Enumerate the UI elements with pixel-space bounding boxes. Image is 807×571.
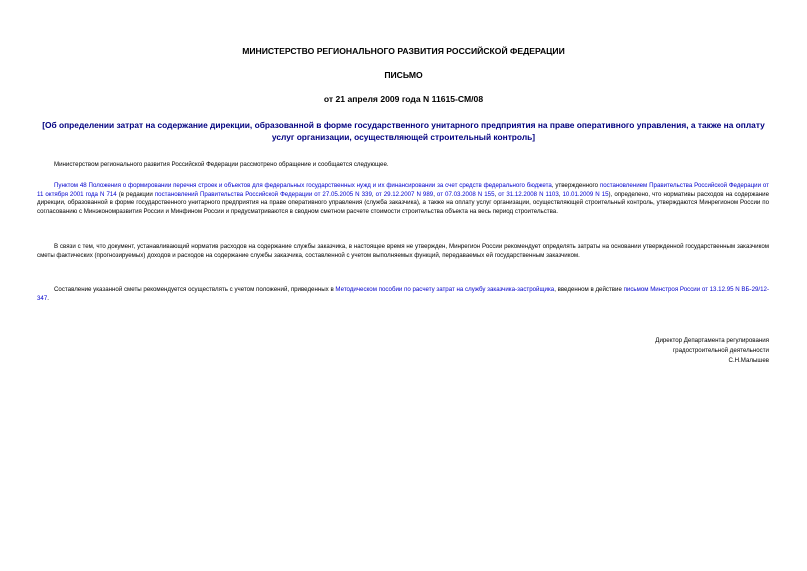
paragraph-4-text-2: , введенном в действие — [554, 286, 624, 293]
date-number-heading: от 21 апреля 2009 года N 11615-СМ/08 — [323, 94, 484, 104]
paragraph-2-text-7: ), определено, что нормативы расходов на содержание дирекции, образованной в форме государственного унитарного предприятия на праве оперативного управления (служба заказчика), а также на оплату услуг организации, осуществляющей строительный контроль, утверждаются Минрегионом России по согласованию с Минэкономразвития России и Минфином России и предусматриваются в сводном сметном расчете стоимости строительства объекта на весь период строительства. — [37, 190, 770, 215]
document-topic: [Об определении затрат на содержание дирекции, образованной в форме государственного унитарного предприятия на праве оперативного управления, а также на оплату услуг организации, осуществляющей строительный контроль] — [42, 120, 765, 142]
paragraph-4-text-3: . — [47, 294, 49, 302]
link-resolution-155[interactable]: от 07.03.2008 N 155 — [436, 190, 495, 198]
link-resolution-339[interactable]: постановлений Правительства Российской Федерации от 27.05.2005 N 339 — [154, 190, 372, 198]
signature-block — [509, 336, 769, 366]
link-minstroy-letter[interactable]: письмом Минстроя России от 13.12.95 N ВБ-29/12-347 — [37, 286, 769, 302]
ministry-heading: МИНИСТЕРСТВО РЕГИОНАЛЬНОГО РАЗВИТИЯ РОССИЙСКОЙ ФЕДЕРАЦИИ — [242, 46, 565, 56]
link-resolution-15[interactable]: 10.01.2009 N 15 — [562, 190, 609, 198]
paragraph-2-text-5: , — [494, 190, 499, 198]
paragraph-4 — [37, 286, 769, 303]
link-resolution-989[interactable]: от 29.12.2007 N 989 — [375, 190, 434, 198]
signature-position-line-1: Директор Департамента регулирования — [655, 337, 769, 344]
paragraph-1-text: Министерством регионального развития Российской Федерации рассмотрено обращение и сообщается следующее. — [54, 161, 389, 168]
paragraph-2-text-4: , — [433, 190, 437, 198]
paragraph-2 — [37, 182, 769, 216]
link-resolution-1103[interactable]: от 31.12.2008 N 1103 — [498, 190, 559, 198]
paragraph-2-text-6: , — [558, 190, 563, 198]
document-type-heading: ПИСЬМО — [384, 70, 423, 80]
signature-position-line-2: градостроительной деятельности — [672, 347, 769, 354]
paragraph-4-text-1: Составление указанной сметы рекомендуется осуществлять с учетом положений, приведенных в — [54, 286, 336, 293]
paragraph-2-text-3: , — [371, 190, 376, 198]
paragraph-3-text: В связи с тем, что документ, устанавливающий норматив расходов на содержание службы заказчика, в настоящее время не утвержден, Минрегион России рекомендует определять затраты на основании утвержденной государственным заказчиком сметы фактических (прогнозируемых) доходов и расходов на содержание службы заказчика, составленной с учетом выполняемых функций, передаваемых ей государственным заказчиком. — [37, 243, 769, 259]
link-regulation-item-48[interactable]: Пунктом 48 Положения о формировании перечня строек и объектов для федеральных государственных нужд и их финансировании за счет средств федерального бюджета — [54, 182, 552, 189]
paragraph-3 — [37, 243, 769, 260]
link-methodical-manual[interactable]: Методическом пособии по расчету затрат на службу заказчика-застройщика — [335, 286, 555, 293]
paragraph-1 — [37, 161, 769, 170]
link-resolution-714[interactable]: постановлением Правительства Российской Федерации от 11 октября 2001 года N 714 — [37, 182, 769, 198]
paragraph-2-text-2: (в редакции — [116, 190, 155, 198]
paragraph-2-text-1: , утвержденного — [551, 182, 600, 189]
signature-name: С.Н.Малышев — [728, 357, 769, 364]
